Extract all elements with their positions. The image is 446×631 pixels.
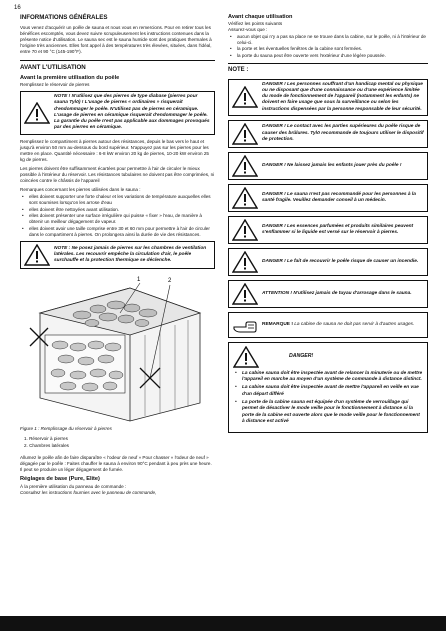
warning-triangle-icon xyxy=(24,102,50,124)
section-divider xyxy=(228,63,428,64)
assure-line: Assurez-vous que : xyxy=(228,27,268,33)
danger-box-2 xyxy=(228,120,428,148)
list-item: • La cabine sauna doit être inspectée avant de mettre l'appareil en veille en vue d'un départ différé xyxy=(233,385,423,398)
danger-text: DANGER ! Le fait de recouvrir le poêle risque de causer un incendie. xyxy=(262,258,419,264)
figure-label-2: 2 xyxy=(168,277,172,284)
remote-danger-box xyxy=(228,342,428,434)
remark-box xyxy=(228,312,428,338)
stove-illustration xyxy=(20,273,215,423)
remote-danger-title: DANGER! xyxy=(289,353,314,360)
general-info-title: INFORMATIONS GÉNÉRALES xyxy=(20,14,108,21)
basic-settings-text-2: Consultez les instructions fournies avec le panneau de commande, xyxy=(20,489,157,495)
warning-triangle-icon xyxy=(24,244,50,266)
hand-pointer-icon xyxy=(232,315,258,335)
figure-label-1: 1 xyxy=(137,276,141,283)
danger-text: DANGER ! Les personnes souffrant d'un handicap mental ou physique ou ne disposant que d'une connaissance ou d'une expérience limitée du mode de fonctionnement de l'appareil (notamment les enfants) ne doivent en faire usage que sous la surveillance ou selon les instructions dispensées par la personne responsable de leur sécurité. xyxy=(262,81,423,112)
warning-triangle-icon xyxy=(232,187,258,209)
remark-body: La cabine de sauna ne doit pas servir à d'autres usages. xyxy=(294,321,415,327)
warning-triangle-icon xyxy=(232,251,258,273)
list-item: • elles doivent présenter une surface irrégulière qui puisse « fixer » l'eau, de manière à obtenir un meilleur dégagement de vapeur. xyxy=(20,213,215,225)
legend-item: 2. Chambres latérales xyxy=(24,443,69,449)
legend-item: 1. Réservoir à pierres xyxy=(24,436,68,442)
remote-danger-header xyxy=(233,346,423,368)
note-title: NOTE : xyxy=(228,66,249,73)
page-number: 16 xyxy=(14,5,21,11)
side-chamber-warning-box xyxy=(20,241,215,269)
danger-box-5 xyxy=(228,216,428,244)
left-column xyxy=(20,14,215,496)
danger-text: DANGER ! Le contact avec les parties supérieures du poêle risque de causer des brûlures. Tylö recommande de toujours utiliser le dispositif de protection. xyxy=(262,124,424,142)
before-each-use-title: Avant chaque utilisation xyxy=(228,14,293,20)
list-item: • elles doivent être nettoyées avant utilisation. xyxy=(20,207,215,213)
stones-warning-box xyxy=(20,91,215,134)
list-item: • elles doivent avoir une taille comprise entre 30 et 60 mm pour permettre à l'air de circuler dans le compartiment à pierres. Οn prolongera ainsi la durée de vie des résistances. xyxy=(20,226,215,238)
intro-paragraph: Vous venez d'acquérir un poêle de sauna et nous vous en remercions. Pour en retirer tous les bénéfices escomptés, vous devez suivre scrupuleusement les instructions contenues dans la présente notice d'utilisation. Le sauna sec est le sauna humide sont des pratiques thermales à l'origine très anciennes. Elles font appel à des températures très élevées, situées, dans l'idéal, entre 70 et 90 °C (145-190°F). xyxy=(20,25,212,55)
first-use-subtitle: Avant la première utilisation du poêle xyxy=(20,74,120,81)
list-item: • La cabine sauna doit être inspectée avant de relancer la minuterie ou de mettre l'appareil en marche au moyen d'un système de commande à distance distinct. xyxy=(233,371,423,384)
attention-box xyxy=(228,280,428,308)
remark-text xyxy=(262,322,414,328)
danger-box-3 xyxy=(228,152,428,180)
footer-bar xyxy=(0,616,446,631)
stones-warning-text: NOTE ! N'utilisez que des pierres de type diabase (pierres pour sauna Tylö) ! L'usage de pierres « ordinaires » risquerait d'endommager le poêle. N'utilisez pas de pierres en céramique. L'usage de pierres en céramique risquerait d'endommager le poêle. La garantie du poêle n'est pas applicable aux dommages provoqués par des pierres en céramique. xyxy=(54,94,210,131)
basic-settings-title: Réglages de base (Pure, Elite) xyxy=(20,476,100,483)
fill-instructions-2: Les pierres doivent être suffisamment écartées pour permettre à l'air de circuler le mieux possible à l'intérieur du réservoir. Les résistances tubulaires ne doivent pas être comprimées, ni coincées contre le châssis de l'appareil xyxy=(20,165,215,183)
list-item: • La porte de la cabine sauna est équipée d'un système de verrouillage qui permet de désactiver le mode veille pour le fonctionnement à distance si la porte de la cabine est ouverte alors que le mode veille pour le fonctionnement à distance est activé xyxy=(233,400,423,425)
warning-triangle-icon xyxy=(233,346,259,368)
warning-triangle-icon xyxy=(232,219,258,241)
figure-legend xyxy=(20,436,215,449)
danger-text: DANGER ! Ne laissez jamais les enfants jouer près du poêle ! xyxy=(262,162,402,168)
new-smell-paragraph: Allumez le poêle afin de faire disparaître « l'odeur de neuf » Pour chasser « l'odeur de neuf » dégagée par le poêle : Faites chauffer le sauna à environ 90°C pendant à peu près une heure. Il peut se produire un léger dégagement de fumée. xyxy=(20,455,212,473)
attention-text: ATTENTION ! N'utilisez jamais de tuyau d'arrosage dans le sauna. xyxy=(262,290,412,296)
list-item: • la porte du sauna peut être ouverte vers l'extérieur d'une légère poussée. xyxy=(228,53,428,59)
basic-settings-text: À la première utilisation du panneau de commande : xyxy=(20,483,127,489)
danger-box-6 xyxy=(228,248,428,276)
section-divider xyxy=(20,60,215,61)
figure-caption: Figure 1 : Remplissage du réservoir à pierres xyxy=(20,425,112,431)
stone-remarks-list xyxy=(20,194,215,238)
remote-danger-list xyxy=(233,371,423,426)
danger-text: DANGER ! Les essences parfumées et produits similaires peuvent s'enflammer si le liquide est versé sur le réservoir à pierres. xyxy=(262,223,414,235)
checklist xyxy=(228,34,428,59)
list-item: • aucun objet qui n'y a pas sa place ne se trouve dans la cabine, sur le poêle, ni à l'intérieur de celui-ci. xyxy=(228,34,428,46)
warning-triangle-icon xyxy=(232,155,258,177)
list-item: • elles doivent supporter une forte chaleur et les variations de température auxquelles elles sont soumises lorsqu'on les arrose d'eau xyxy=(20,194,215,206)
check-points-line: Vérifiez les points suivants xyxy=(228,21,283,27)
right-column xyxy=(228,14,428,433)
danger-box-1 xyxy=(228,79,428,116)
warning-triangle-icon xyxy=(232,86,258,108)
danger-box-4 xyxy=(228,184,428,212)
warning-triangle-icon xyxy=(232,283,258,305)
fill-reservoir-intro: Remplissez le réservoir de pierres xyxy=(20,82,90,88)
remark-label: REMARQUE ! xyxy=(262,321,293,327)
stove-figure xyxy=(20,273,215,423)
danger-text: DANGER ! Le sauna n'est pas recommandé pour les personnes à la santé fragile. Veuillez demander conseil à un médecin. xyxy=(262,191,416,203)
stone-remarks-intro: Remarques concernant les pierres utilisées dans le sauna : xyxy=(20,186,141,192)
list-item: • la porte et les éventuelles fenêtres de la cabine sont fermées. xyxy=(228,46,428,52)
side-chamber-warning-text: NOTE : Ne posez jamais de pierres sur les chambres de ventilation latérales. Les recouvrir empêche la circulation d'air, le poêle surchauffe et la protection thermique se déclenche. xyxy=(54,245,207,264)
fill-instructions: Remplissez le compartiment à pierres autour des résistances, depuis le bas vers le haut et jusqu'à environ 50 mm au-dessous du bord supérieur. N'appuyez pas sur les pierres pour les mettre en place. Quantité nécessaire : 6-8 kW environ 20 kg de pierres, 10-20 kW environ 25 kg de pierres. xyxy=(20,138,209,162)
before-use-title: AVANT L'UTILISATION xyxy=(20,63,86,71)
warning-triangle-icon xyxy=(232,123,258,145)
